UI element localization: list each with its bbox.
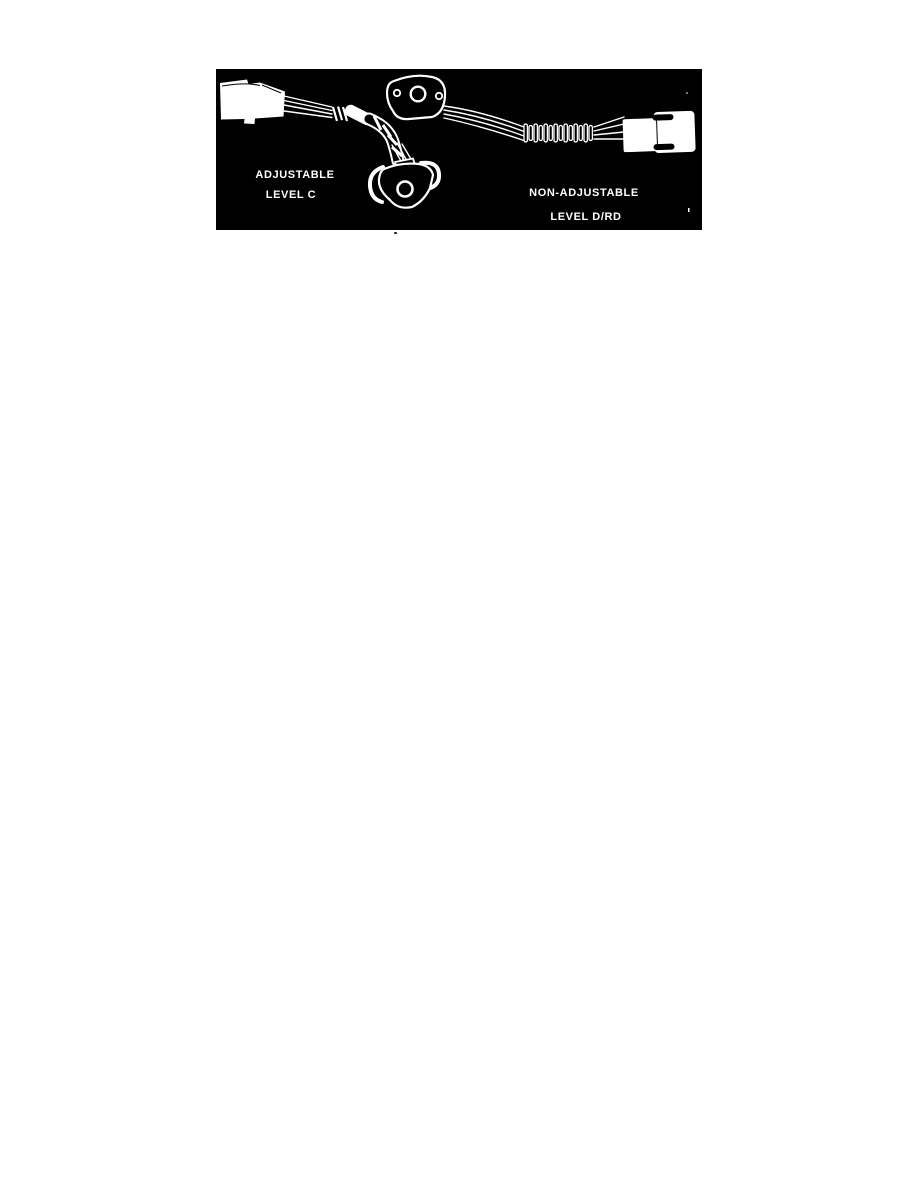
left-assembly-label-line2: LEVEL C: [265, 189, 317, 201]
left-assembly-label-line1: ADJUSTABLE: [255, 169, 335, 181]
adjustable-tps-shaft-hole: [398, 182, 413, 197]
non-adjustable-tps-shaft-hole: [411, 87, 426, 102]
right-assembly-label-line2: LEVEL D/RD: [550, 211, 622, 223]
scan-speck-top: [686, 92, 688, 94]
tps-mounting-hole-right: [436, 93, 442, 99]
scan-speck-page: [394, 232, 397, 234]
right-assembly-label-line1: NON-ADJUSTABLE: [529, 187, 639, 199]
tps-illustration-canvas: [216, 69, 702, 230]
tps-mounting-hole-left: [394, 90, 400, 96]
non-adjustable-tps-sensor-icon: [387, 76, 445, 119]
tps-illustration-figure: [216, 69, 702, 230]
scan-speck-tick: [688, 208, 690, 212]
